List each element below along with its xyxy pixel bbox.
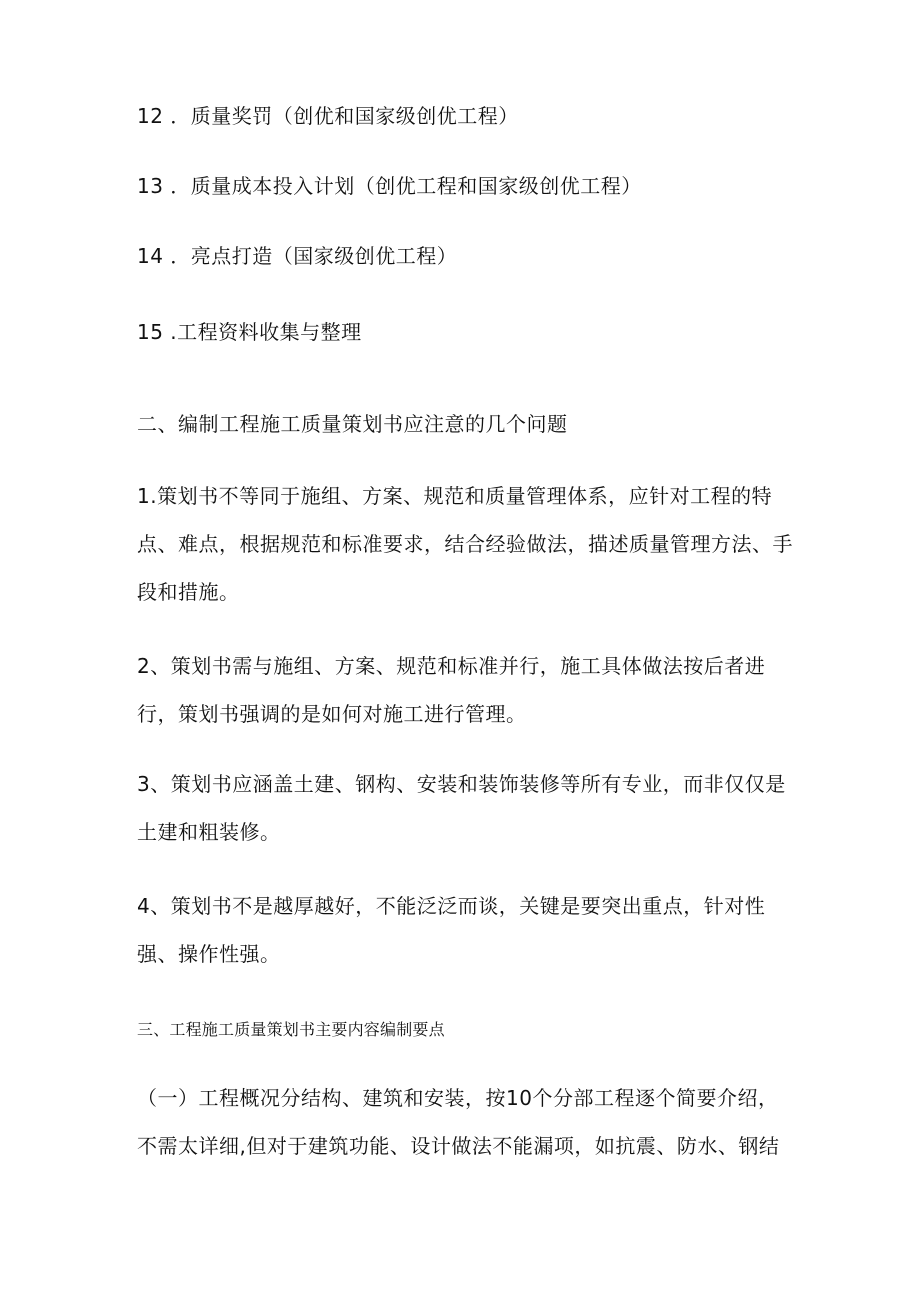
section-3-paragraph-1-line-2: 不需太详细,但对于建筑功能、设计做法不能漏项，如抗震、防水、钢结 [137,1134,780,1158]
section-2-paragraph-4-line-1: 4、策划书不是越厚越好，不能泛泛而谈，关键是要突出重点，针对性 [137,894,766,918]
section-2-heading: 二、编制工程施工质量策划书应注意的几个问题 [137,412,568,436]
section-3-paragraph-1-line-1: （一）工程概况分结构、建筑和安装，按10个分部工程逐个简要介绍， [137,1086,779,1110]
section-2-paragraph-1-line-3: 段和措施。 [137,580,240,604]
list-item-13: 13 ．质量成本投入计划（创优工程和国家级创优工程） [137,174,642,198]
list-item-15: 15 .工程资料收集与整理 [137,320,362,344]
section-2-paragraph-1-line-2: 点、难点，根据规范和标准要求，结合经验做法，描述质量管理方法、手 [137,532,793,556]
list-item-12: 12 ．质量奖罚（创优和国家级创优工程） [137,104,519,128]
section-2-paragraph-3-line-2: 土建和粗装修。 [137,820,281,844]
section-2-paragraph-4-line-2: 强、操作性强。 [137,942,281,966]
section-2-paragraph-2-line-1: 2、策划书需与施组、方案、规范和标准并行，施工具体做法按后者进 [137,654,766,678]
section-2-paragraph-1-line-1: 1.策划书不等同于施组、方案、规范和质量管理体系，应针对工程的特 [137,484,773,508]
section-2-paragraph-2-line-2: 行，策划书强调的是如何对施工进行管理。 [137,702,527,726]
section-2-paragraph-3-line-1: 3、策划书应涵盖土建、钢构、安装和装饰装修等所有专业，而非仅仅是 [137,772,786,796]
section-3-heading: 三、工程施工质量策划书主要内容编制要点 [137,1020,445,1039]
list-item-14: 14 ．亮点打造（国家级创优工程） [137,244,458,268]
